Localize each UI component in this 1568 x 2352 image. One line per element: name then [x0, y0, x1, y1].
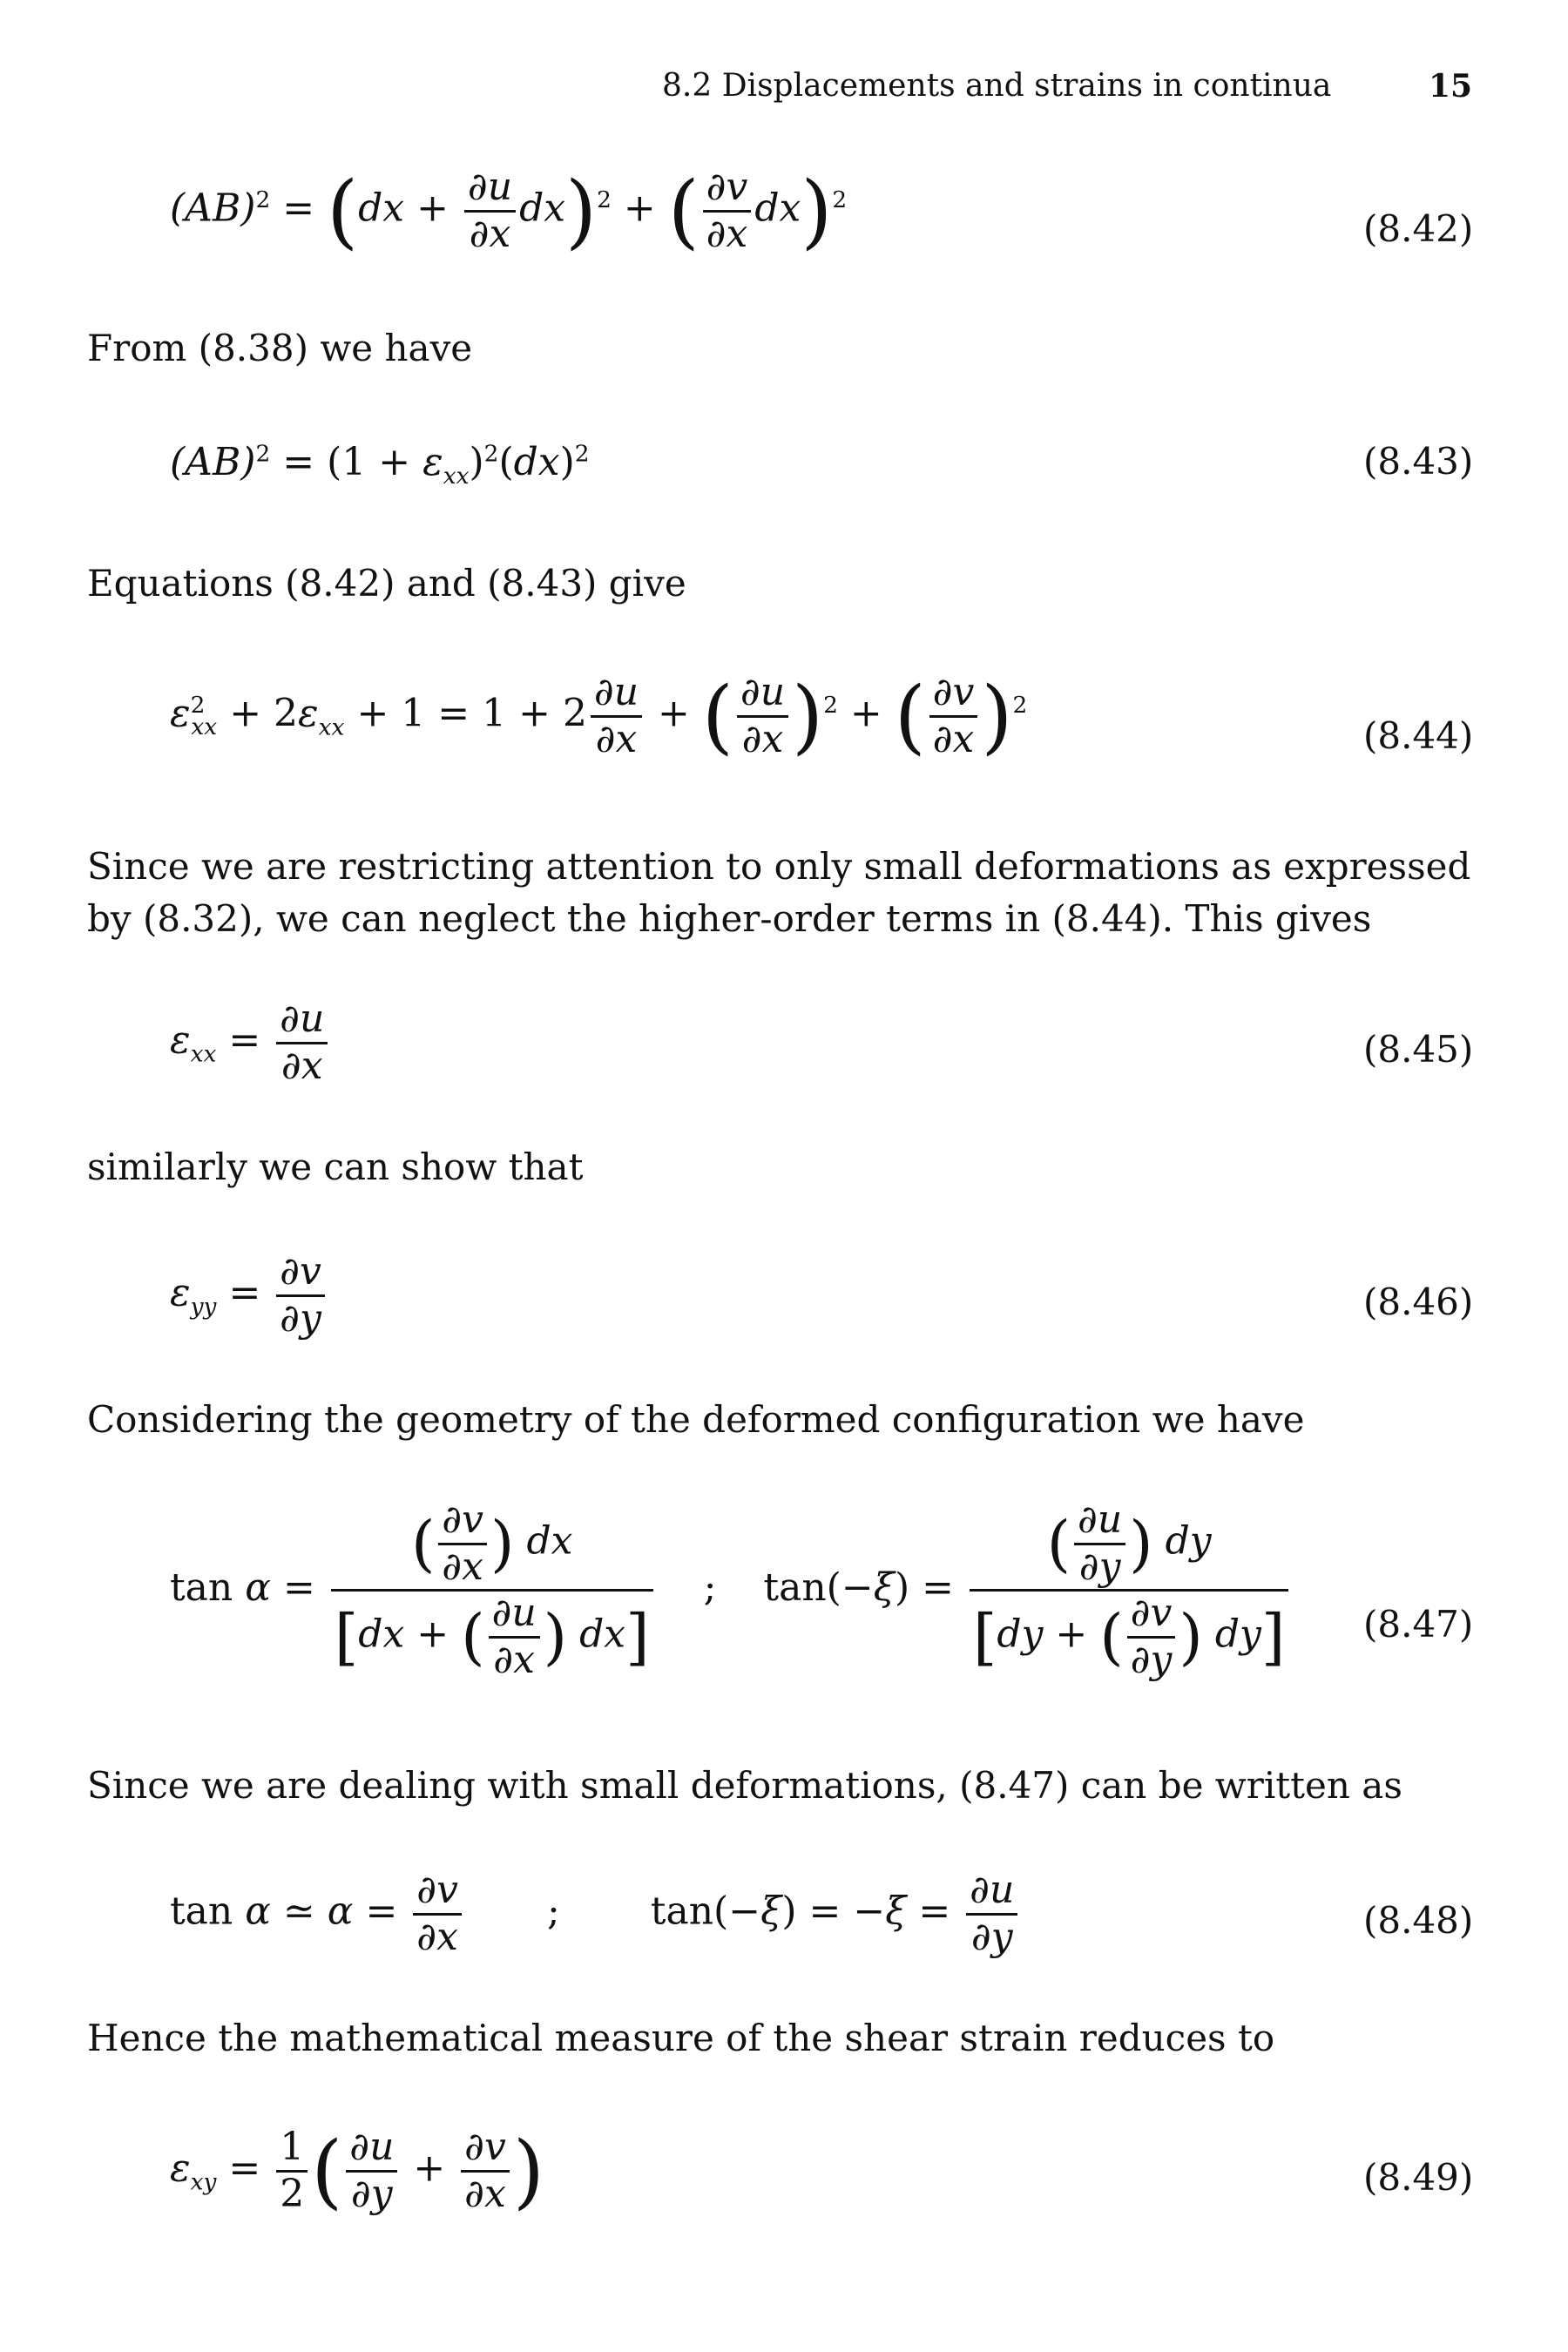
equation-number: (8.46) [1363, 1281, 1474, 1323]
equation-8-47: tan α = ( $\frac{\partial v}{\partial x}$ ) dx [dx + ( $\frac{\partial u}{\partial x}$ ) dx] ; tan(−ξ) = ( $\frac{\partial u}{\partial y}$ ) dy [dy + ( $\frac{\partial v}{\partial y}$ ) dy] [170, 1498, 1292, 1682]
equation-8-42: (AB)$^2$ = (dx + $\frac{\partial u}{\partial x}$ dx)$^2$ + ( $\frac{\partial v}{\partial x}$ dx)$^2$ [170, 163, 848, 258]
equation-number: (8.42) [1363, 207, 1474, 250]
paragraph-text: Since we are restricting attention to only small deformations as expressed by (8.32), we can neglect the higher-order terms in (8.44). This gives [87, 845, 1471, 940]
equation-number: (8.43) [1363, 440, 1474, 483]
equation-8-48: tan α ≃ α = $\frac{\partial v}{\partial x}$ ; tan(−ξ) = −ξ = $\frac{\partial u}{\partial y}$ [170, 1869, 1021, 1959]
paragraph-text: similarly we can show that [87, 1146, 584, 1188]
equation-number: (8.45) [1363, 1028, 1474, 1071]
equation-number: (8.44) [1363, 714, 1474, 757]
running-header-title: 8.2 Displacements and strains in continua [662, 68, 1332, 104]
equation-8-45: $\varepsilon_{xx}$ = $\frac{\partial u}{\partial x}$ [170, 997, 331, 1088]
paragraph-text: Considering the geometry of the deformed configuration we have [87, 1398, 1305, 1441]
paragraph-text: From (8.38) we have [87, 327, 473, 369]
equation-number: (8.49) [1363, 2156, 1474, 2199]
paragraph-text: Since we are dealing with small deformations, (8.47) can be written as [87, 1764, 1402, 1807]
equation-number: (8.48) [1363, 1899, 1474, 1942]
paragraph-text: Equations (8.42) and (8.43) give [87, 562, 686, 605]
equation-number: (8.47) [1363, 1603, 1474, 1646]
page-number: 15 [1429, 68, 1473, 105]
equation-8-46: $\varepsilon_{yy}$ = $\frac{\partial v}{\partial y}$ [170, 1250, 328, 1341]
equation-8-49: $\varepsilon_{xy}$ = $\frac{1}{2}$ ( $\frac{\partial u}{\partial y}$ + $\frac{\partial v}{\partial x}$ ) [170, 2123, 544, 2218]
equation-8-44: $\varepsilon^2_{xx} + 2\varepsilon_{xx} + 1 = 1 + 2$ $\frac{\partial u}{\partial x}$ + ( $\frac{\partial u}{\partial x}$ )$^2$ + ( $\frac{\partial v}{\partial x}$ )$^2$ [170, 668, 1028, 763]
paragraph-text: Hence the mathematical measure of the shear strain reduces to [87, 2017, 1275, 2059]
equation-8-43: $(AB)^2 = (1 + \varepsilon_{xx})^2(dx)^2$ [170, 440, 590, 490]
